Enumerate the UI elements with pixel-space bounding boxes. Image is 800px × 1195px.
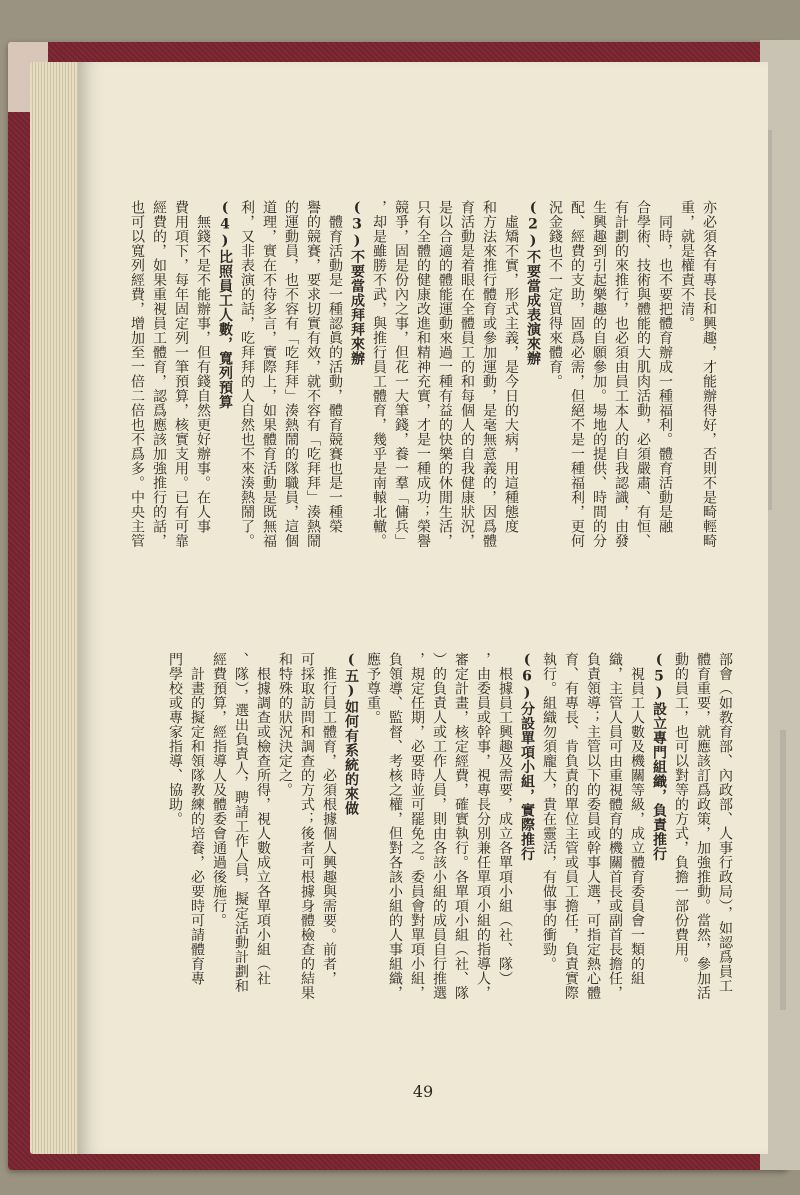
text-column: 和方法來推行體育或參加運動，是毫無意義的，因爲體 [481,200,497,548]
text-column: 虛矯不實，形式主義，是今日的大病，用這種態度 [503,200,519,534]
upper-text-block [126,200,720,730]
text-column: 重，就是權責不清。 [679,200,695,331]
text-column: 經費預算，經指導人及體委會通過後施行。 [211,652,227,928]
text-column: 競爭，固是份內之事，但花一大筆錢，養一羣「傭兵」 [393,200,409,548]
text-column: 可採取訪問和調查的方式；後者可根據身體檢查的結果 [299,652,315,1000]
subheading: (3)不要當成拜拜來辦 [349,200,365,366]
text-column: 和特殊的狀況決定之。 [277,652,293,797]
text-column: 門學校或專家指導、協助。 [167,652,183,826]
text-column: 無錢不是不能辦事，但有錢自然更好辦事。在人事 [195,200,211,534]
lower-text-block [164,652,736,1072]
text-column: 譽的競賽，要求切實有效，就不容有「吃拜拜」湊熱鬧 [305,200,321,548]
text-column: 推行員工體育，必須根據個人興趣與需要。前者， [321,652,337,986]
text-column: 配、經費的支助，固爲必需，但絕不是一種福利，更何 [569,200,585,548]
subheading: (6)分設單項小組，實際推行 [519,652,535,861]
text-column: 育活動是着眼在全體員工的和每個人的自我健康狀況， [459,200,475,548]
text-column: 負領導、監督、考核之權，但對各該小組的人事組織， [387,652,403,1000]
text-column: 根據員工興趣及需要，成立各單項小組（社、隊） [497,652,513,986]
subheading: (4)比照員工人數，寬列預算 [217,200,233,409]
text-column: ，由委員或幹事，視專長分別兼任單項小組的指導人， [475,652,491,1000]
section-heading: (五)如何有系統的來做 [343,652,359,816]
text-column: 經費的，如果重視員工體育，認爲應該加強推行的話， [151,200,167,548]
text-column: ，規定任期，必要時並可罷免之。委員會對單項小組， [409,652,425,1000]
text-column: 育、有專長、肯負責的單位主管或員工擔任，負責實際 [563,652,579,1000]
text-column: 也可以寬列經費，增加至一倍二倍也不爲多。中央主管 [129,200,145,548]
text-column: 應予尊重。 [365,652,381,725]
text-column: 生興趣到引起樂趣的自願參加。場地的提供、時間的分 [591,200,607,548]
text-column: 、隊），選出負責人，聘請工作人員，擬定活動計劃和 [233,652,249,993]
text-column: 負責領導；主管以下的委員或幹事人選，可指定熱心體 [585,652,601,1000]
text-column: 部會（如教育部、內政部、人事行政局），如認爲員工 [717,652,733,993]
text-column: ）的負責人或工作人員，則由各該小組的成員自行推選 [431,652,447,1000]
text-column: 視員工人數及機關等級，成立體育委員會一類的組 [629,652,645,986]
text-column: 費用項下，每年固定列一筆預算，核實支用。已有可靠 [173,200,189,548]
text-column: 審定計畫，核定經費，確實執行。各單項小組（社、隊 [453,652,469,1000]
text-column: 只有全體的健康改進和精神充實，才是一種成功；榮譽 [415,200,431,548]
text-column: 的運動員，也不容有「吃拜拜」湊熱鬧的隊職員，這個 [283,200,299,548]
text-column: 根據調查或檢查所得，視人數成立各單項小組（社 [255,652,271,986]
text-column: 合學術、技術與體能的大肌肉活動，必須嚴肅、有恒、 [635,200,651,548]
text-column: 況金錢也不一定買得來體育。 [547,200,563,389]
text-column: 計畫的擬定和領隊教練的培養，必要時可請體育專 [189,652,205,986]
book-page [78,62,768,1154]
subheading: (2)不要當成表演來辦 [525,200,541,366]
text-column: 是以合適的體能運動來過一種有益的快樂的休閒生活， [437,200,453,548]
subheading: (5)設立專門組織，負責推行 [651,652,667,861]
text-column: 亦必須各有專長和興趣，才能辦得好，否則不是畸輕畸 [701,200,717,548]
text-column: 利，又非表演的話，吃拜拜的人自然也不來湊熱鬧了。 [239,200,255,548]
text-column: 道理，實在不待多言，實際上，如果體育活動是既無福 [261,200,277,548]
text-column: ，却是雖勝不武，與推行員工體育，幾乎是南轅北轍。 [371,200,387,548]
text-column: 體育重要，就應該訂爲政策，加強推動。當然，參加活 [695,652,711,1000]
text-column: 執行。組織勿須龐大，貴在靈活，有做事的衝勁。 [541,652,557,971]
text-column: 動的員工，也可以對等的方式，負擔一部份費用。 [673,652,689,971]
page-number: 49 [412,1082,434,1101]
text-column: 織，主管人員可由重視體育的機關首長或副首長擔任， [607,652,623,1000]
text-column: 有計劃的來推行，也必須由員工本人的自我認識，由發 [613,200,629,548]
page-stack-edge [30,62,80,1154]
text-column: 體育活動是一種認眞的活動，體育競賽也是一種榮 [327,200,343,534]
text-column: 同時，也不要把體育辦成一種福利。體育活動是融 [657,200,673,534]
